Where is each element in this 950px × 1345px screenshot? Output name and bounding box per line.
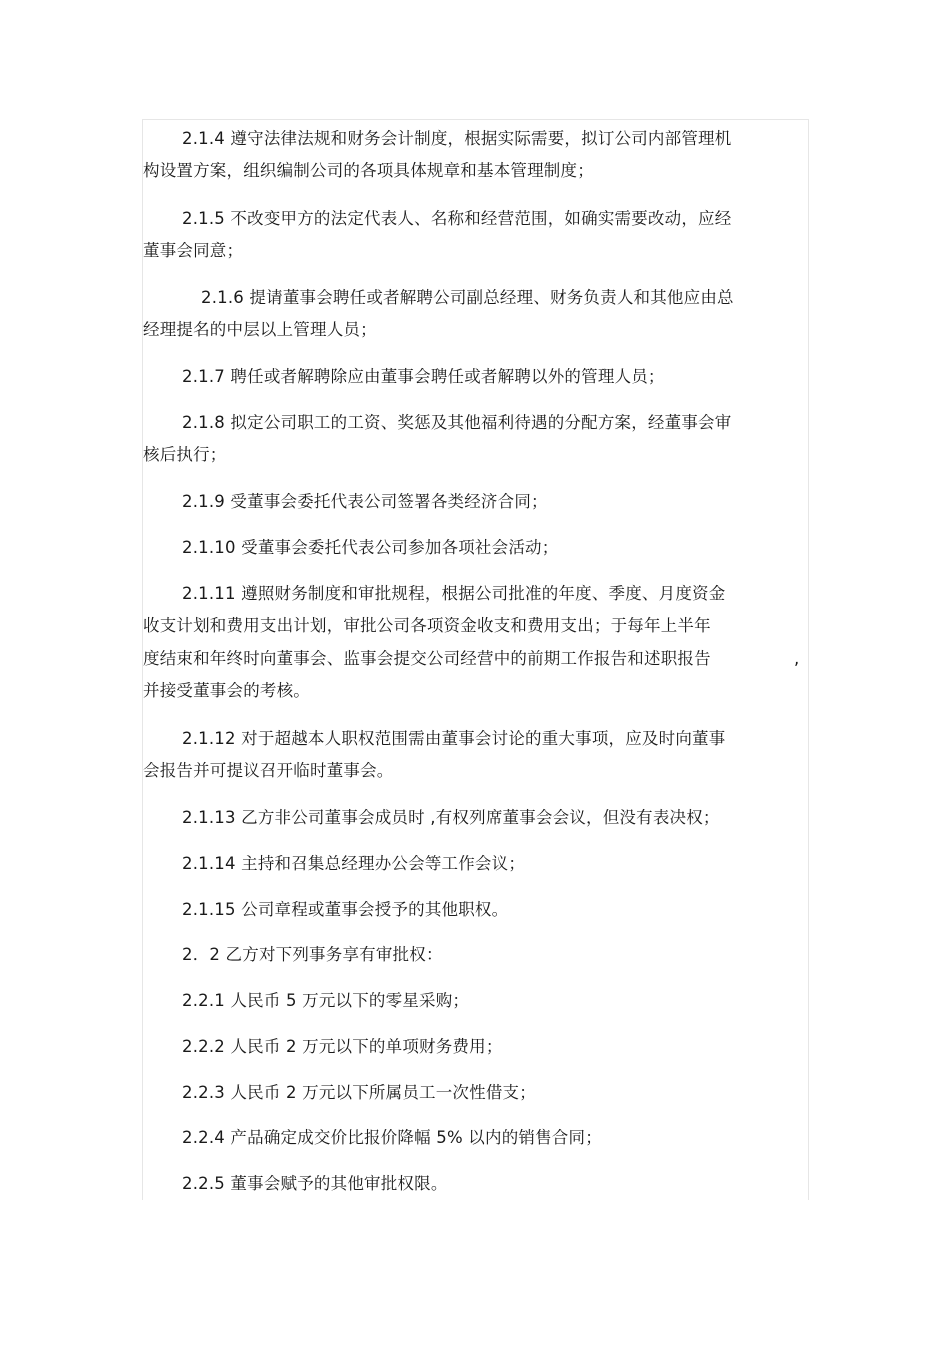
text-line: 度结束和年终时向董事会、监事会提交公司经营中的前期工作报告和述职报告 — [143, 649, 711, 668]
text-line: 构设置方案，组织编制公司的各项具体规章和基本管理制度； — [143, 161, 594, 180]
text-line: 2.1.10 受董事会委托代表公司参加各项社会活动； — [182, 538, 559, 557]
text-line: 董事会同意； — [143, 241, 244, 260]
text-line: 2.2.1 人民币 5 万元以下的零星采购； — [182, 991, 470, 1010]
text-line: 2.1.9 受董事会委托代表公司签署各类经济合同； — [182, 492, 548, 511]
text-line: 2.1.4 遵守法律法规和财务会计制度，根据实际需要，拟订公司内部管理机 — [182, 129, 732, 148]
text-line: 2.1.8 拟定公司职工的工资、奖惩及其他福利待遇的分配方案，经董事会审 — [182, 413, 732, 432]
text-line: 会报告并可提议召开临时董事会。 — [143, 761, 394, 780]
text-line: 2.1.6 提请董事会聘任或者解聘公司副总经理、财务负责人和其他应由总 — [201, 288, 734, 307]
text-line: 2.1.7 聘任或者解聘除应由董事会聘任或者解聘以外的管理人员； — [182, 367, 665, 386]
text-line: 2.1.15 公司章程或董事会授予的其他职权。 — [182, 900, 509, 919]
text-line: 2.2.2 人民币 2 万元以下的单项财务费用； — [182, 1037, 503, 1056]
text-line: 2.2.3 人民币 2 万元以下所属员工一次性借支； — [182, 1083, 536, 1102]
text-line: 2.1.13 乙方非公司董事会成员时 ,有权列席董事会会议，但没有表决权； — [182, 808, 720, 827]
text-line: 2.1.14 主持和召集总经理办公会等工作会议； — [182, 854, 526, 873]
text-line: 经理提名的中层以上管理人员； — [143, 320, 377, 339]
text-line: 2.2.4 产品确定成交价比报价降幅 5% 以内的销售合同； — [182, 1128, 602, 1147]
text-line: 2.1.5 不改变甲方的法定代表人、名称和经营范围，如确实需要改动，应经 — [182, 209, 732, 228]
text-line: 2.1.12 对于超越本人职权范围需由董事会讨论的重大事项，应及时向董事 — [182, 729, 726, 748]
text-line: 2.2.5 董事会赋予的其他审批权限。 — [182, 1174, 448, 1193]
text-line: 收支计划和费用支出计划，审批公司各项资金收支和费用支出；于每年上半年 — [143, 616, 711, 635]
text-line: 并接受董事会的考核。 — [143, 681, 310, 700]
trailing-comma: , — [794, 649, 800, 668]
text-line: 2.1.11 遵照财务制度和审批规程，根据公司批准的年度、季度、月度资金 — [182, 584, 726, 603]
text-line: 2．2 乙方对下列事务享有审批权： — [182, 945, 443, 964]
text-line: 核后执行； — [143, 445, 227, 464]
